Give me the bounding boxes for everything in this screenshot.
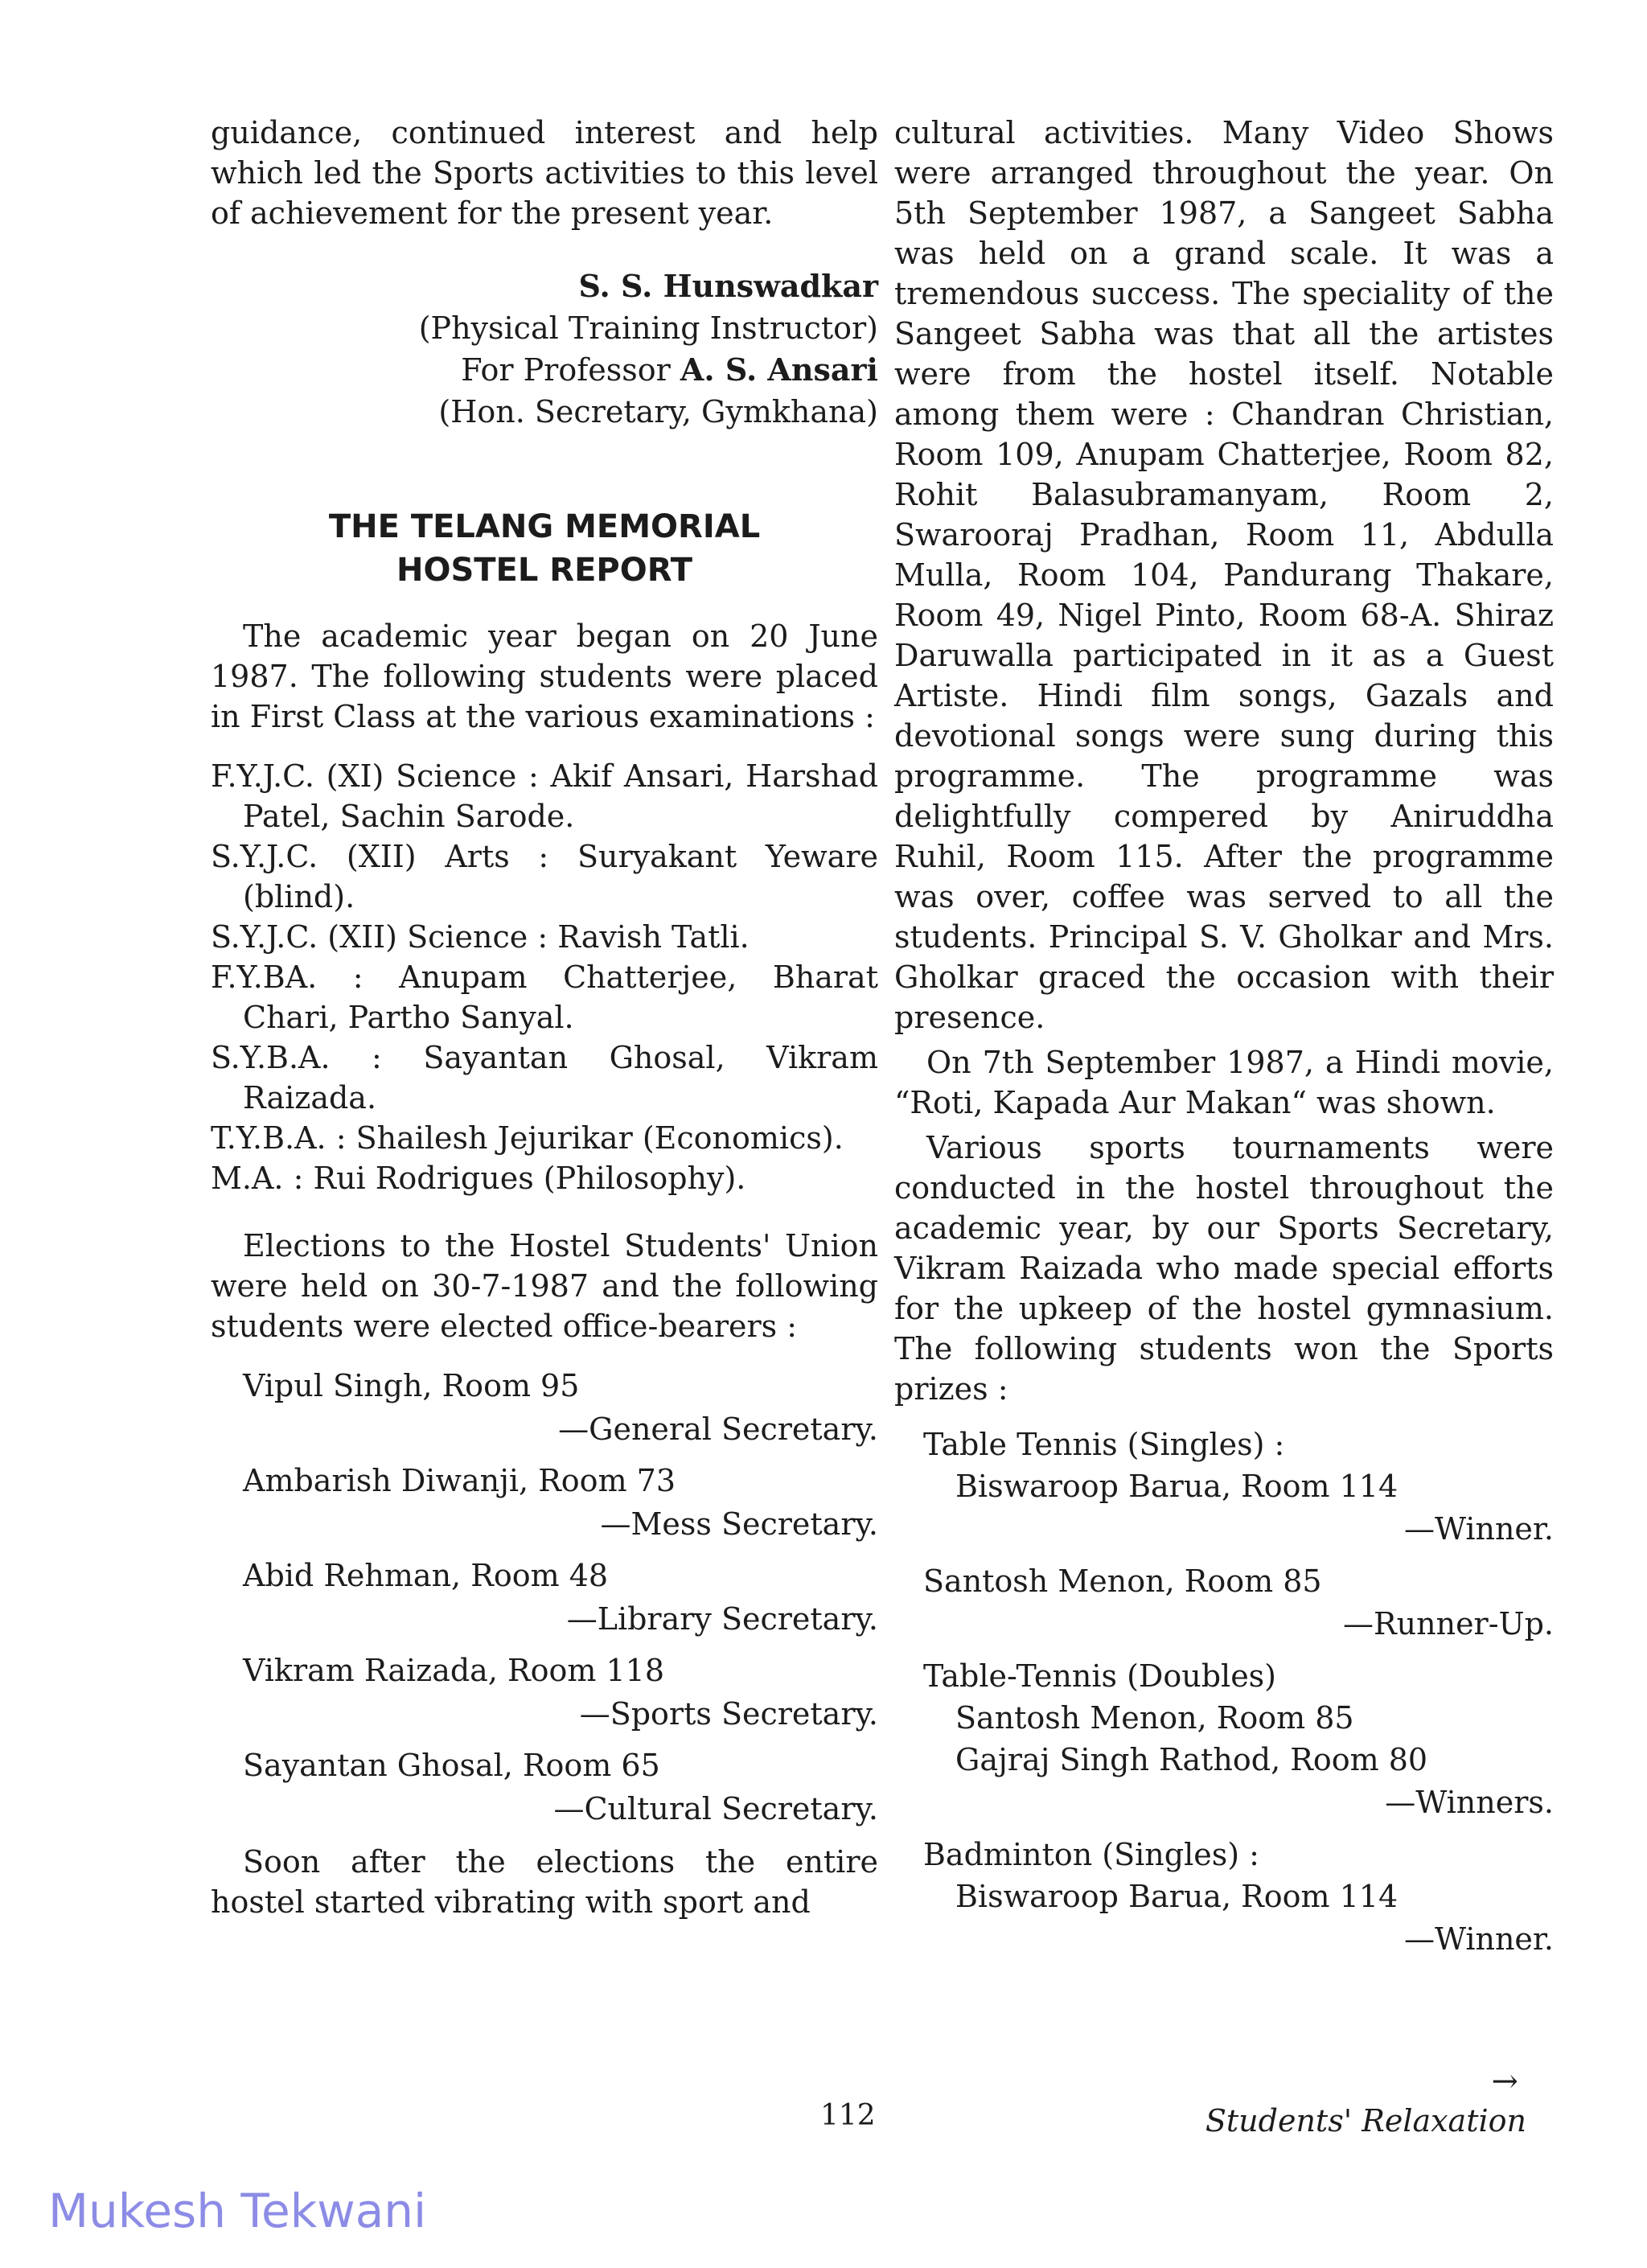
right-column [894, 113, 1554, 1970]
prize-name: Santosh Menon, Room 85 [955, 1700, 1354, 1736]
section-heading [211, 505, 878, 592]
result-item: T.Y.B.A. : Shailesh Jejurikar (Economics). [211, 1120, 844, 1156]
office-bearer-role: —Library Secretary. [566, 1601, 878, 1637]
prize-name: Gajraj Singh Rathod, Room 80 [955, 1742, 1428, 1777]
prize-name: Santosh Menon, Room 85 [923, 1563, 1322, 1599]
office-bearer-role: —General Secretary. [558, 1411, 878, 1447]
signature-title: (Physical Training Instructor) [418, 310, 878, 346]
results-list [211, 756, 878, 1198]
office-bearer-name: Vikram Raizada, Room 118 [243, 1653, 665, 1688]
office-bearer-role: —Mess Secretary. [600, 1506, 878, 1542]
office-bearer-role: —Sports Secretary. [579, 1696, 878, 1732]
movie-paragraph: On 7th September 1987, a Hindi movie, “Roti, Kapada Aur Makan“ was shown. [894, 1045, 1554, 1120]
result-item: F.Y.J.C. (XI) Science : Akif Ansari, Harshad Patel, Sachin Sarode. [211, 758, 878, 834]
result-item: S.Y.B.A. : Sayantan Ghosal, Vikram Raizada. [211, 1040, 878, 1116]
watermark: Mukesh Tekwani [48, 2184, 427, 2238]
prize-category: Table-Tennis (Doubles) [923, 1658, 1277, 1694]
signature-for: For Professor A. S. Ansari [461, 351, 878, 388]
office-bearer-name: Abid Rehman, Room 48 [243, 1558, 609, 1593]
office-bearer-name: Vipul Singh, Room 95 [243, 1368, 580, 1403]
cultural-paragraph: cultural activities. Many Video Shows were arranged throughout the year. On 5th September 1987, a Sangeet Sabha was held on a grand scale. It was a tremendous success. The speciality of the Sangeet Sabha was that all the artistes were from the hostel itself. Notable among them were : Chandran Christian, Room 109, Anupam Chatterjee, Room 82, Rohit Balasubramanyam, Room 2, Swarooraj Pradhan, Room 11, Abdulla Mulla, Room 104, Pandurang Thakare, Room 49, Nigel Pinto, Room 68-A. Shiraz Daruwalla participated in it as a Guest Artiste. Hindi film songs, Gazals and devotional songs were sung during this programme. The programme was delightfully compered by Aniruddha Ruhil, Room 115. After the programme was over, coffee was served to all the students. Principal S. V. Gholkar and Mrs. Gholkar graced the occasion with their presence. [894, 115, 1554, 1035]
continue-arrow-icon: → [1491, 2063, 1518, 2100]
prizes-list [894, 1424, 1554, 1961]
heading-line-2: HOSTEL REPORT [396, 552, 693, 589]
prize-result: —Runner-Up. [1343, 1606, 1554, 1641]
prize-category: Table Tennis (Singles) : [923, 1427, 1285, 1462]
result-item: F.Y.BA. : Anupam Chatterjee, Bharat Chari, Partho Sanyal. [211, 959, 878, 1035]
next-section-label: Students' Relaxation [1205, 2103, 1526, 2139]
left-column [211, 113, 878, 1922]
prize-category: Badminton (Singles) : [923, 1837, 1259, 1872]
signature-role: (Hon. Secretary, Gymkhana) [438, 394, 878, 429]
signature-name: S. S. Hunswadkar [578, 268, 878, 304]
result-item: S.Y.J.C. (XII) Arts : Suryakant Yeware (blind). [211, 839, 878, 914]
elections-paragraph: Elections to the Hostel Students' Union were held on 30-7-1987 and the following students were elected office-bearers : [211, 1228, 878, 1344]
page-number: 112 [820, 2099, 876, 2132]
office-bearer-role: —Cultural Secretary. [553, 1791, 878, 1826]
heading-line-1: THE TELANG MEMORIAL [328, 508, 761, 545]
sports-paragraph: Various sports tournaments were conducted in the hostel throughout the academic year, by our Sports Secretary, Vikram Raizada who made special efforts for the upkeep of the hostel gymnasium. The following students won the Sports prizes : [894, 1130, 1554, 1407]
office-bearer-name: Ambarish Diwanji, Room 73 [243, 1463, 676, 1498]
academic-paragraph: The academic year began on 20 June 1987. The following students were placed in First Class at the various examinations : [211, 618, 878, 734]
intro-paragraph: guidance, continued interest and help which led the Sports activities to this level of achievement for the present year. [211, 115, 878, 231]
prize-name: Biswaroop Barua, Room 114 [955, 1469, 1399, 1504]
soon-paragraph: Soon after the elections the entire hostel started vibrating with sport and [211, 1844, 878, 1920]
result-item: S.Y.J.C. (XII) Science : Ravish Tatli. [211, 919, 750, 955]
prize-name: Biswaroop Barua, Room 114 [955, 1879, 1399, 1914]
prize-result: —Winners. [1385, 1785, 1554, 1820]
result-item: M.A. : Rui Rodrigues (Philosophy). [211, 1161, 746, 1196]
office-bearers-list [211, 1364, 878, 1830]
prize-result: —Winner. [1403, 1921, 1554, 1957]
prize-result: —Winner. [1403, 1511, 1554, 1547]
office-bearer-name: Sayantan Ghosal, Room 65 [243, 1748, 660, 1783]
signature-block [211, 265, 878, 433]
